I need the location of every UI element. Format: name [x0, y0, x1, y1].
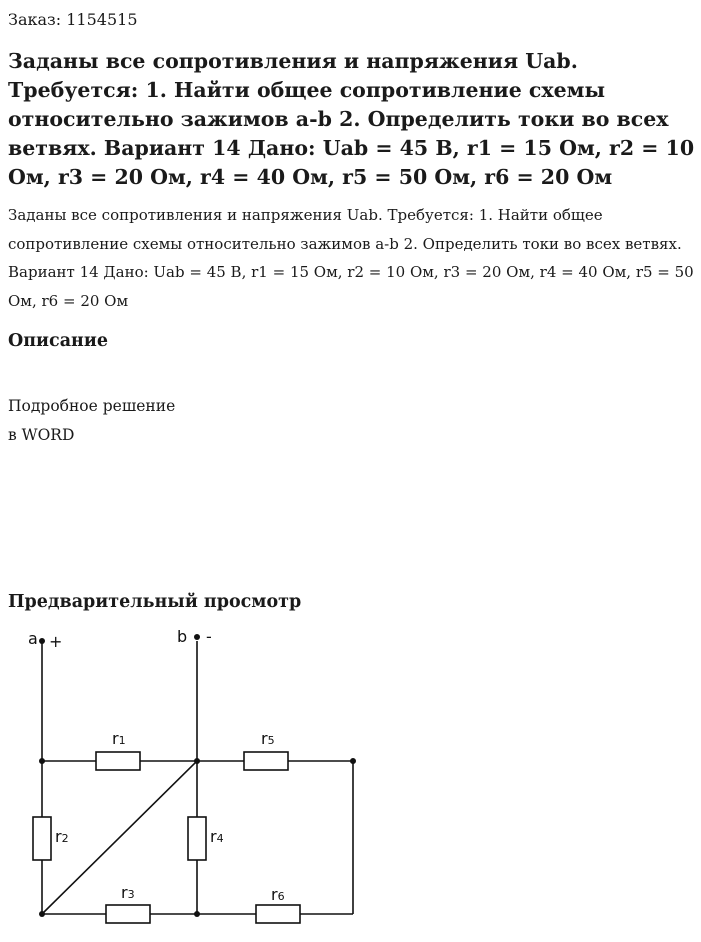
terminal-b-label: b	[177, 627, 188, 646]
label-r3: r3	[121, 883, 135, 902]
solution-line: в WORD	[8, 426, 75, 444]
terminal-b-sign: -	[206, 627, 212, 646]
solution-note	[8, 392, 175, 450]
terminal-a-label: a	[28, 629, 38, 648]
resistor-r6	[256, 905, 300, 923]
preview-heading: Предварительный просмотр	[8, 592, 302, 612]
resistor-r3	[106, 905, 150, 923]
terminal-a-sign: +	[49, 632, 63, 651]
resistor-r4	[188, 817, 206, 860]
label-r2: r2	[55, 827, 69, 846]
label-r5: r5	[261, 729, 275, 748]
order-number: Заказ: 1154515	[8, 10, 138, 29]
circuit-diagram	[8, 620, 368, 930]
page-title: Заданы все сопротивления и напряжения Uab. Требуется: 1. Найти общее сопротивление схемы относительно зажимов a-b 2. Определить токи во всех ветвях. Вариант 14 Дано: Uab = 45 В, r1 = 15 Ом, r2 = 10 Ом, r3 = 20 Ом, r4 = 40 Ом, r5 = 50 Ом, r6 = 20 Ом	[8, 49, 695, 189]
resistor-r2	[33, 817, 51, 860]
label-r1: r1	[112, 729, 126, 748]
resistor-r5	[244, 752, 288, 770]
short-description: Заданы все сопротивления и напряжения Uab. Требуется: 1. Найти общее сопротивление схемы относительно зажимов a-b 2. Определить токи во всех ветвях. Вариант 14 Дано: Uab = 45 В, r1 = 15 Ом, r2 = 10 Ом, r3 = 20 Ом, r4 = 40 Ом, r5 = 50 Ом, r6 = 20 Ом	[8, 206, 694, 310]
solution-line: Подробное решение	[8, 397, 176, 415]
label-r4: r4	[210, 827, 224, 846]
resistor-r1	[96, 752, 140, 770]
label-r6: r6	[271, 885, 285, 904]
circuit-wires	[42, 641, 353, 914]
description-heading: Описание	[8, 331, 108, 351]
